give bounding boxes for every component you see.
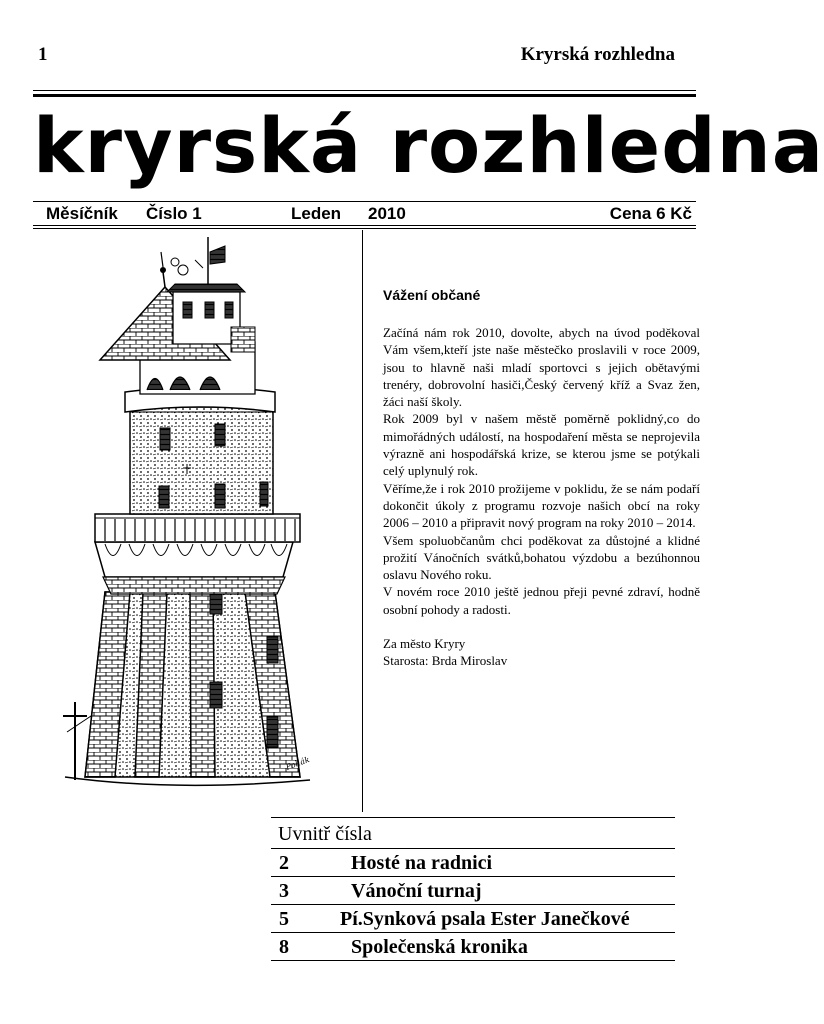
- letter-signature: [383, 635, 700, 670]
- table-of-contents: [271, 817, 675, 961]
- toc-page-number: 2: [279, 852, 289, 874]
- issue-number: Číslo 1: [146, 204, 202, 223]
- letter-body: [383, 324, 700, 618]
- letter-paragraph: V novém roce 2010 ještě jednou přeji pevné zdraví, hodně osobní pohody a radosti.: [383, 584, 700, 617]
- svg-text:Pollák: Pollák: [284, 755, 311, 772]
- publication-type: Měsíčník: [46, 204, 118, 223]
- toc-item-title: Vánoční turnaj: [351, 880, 482, 902]
- toc-item-title: Pí.Synková psala Ester Janečkové: [340, 908, 630, 930]
- header-rule-thick: [33, 94, 696, 97]
- info-bar-rule-2: [33, 228, 696, 229]
- toc-item-title: Společenská kronika: [351, 936, 528, 958]
- letter-paragraph: Věříme,že i rok 2010 prožijeme v poklidu, že se nám podaří dokončit úkoly z programu rozvoje našich obcí na roky 2006 – 2010 a připravit nový program na roky 2010 – 2014.: [383, 480, 700, 531]
- letter-paragraph: Všem spoluobčanům chci poděkovat za důstojné a klidné prožití Vánočních svátků,bohatou výzdobu a bezúhonnou oslavu Nového roku.: [383, 532, 700, 583]
- issue-price: Cena 6 Kč: [609, 204, 692, 223]
- header-rule-thin: [33, 90, 696, 91]
- info-bar-rule-1: [33, 225, 696, 226]
- toc-item[interactable]: [271, 848, 675, 876]
- toc-page-number: 3: [279, 880, 289, 902]
- letter-paragraph: Začíná nám rok 2010, dovolte, abych na úvod poděkoval Vám všem,kteří jste naše městečko proslavili v roce 2009, jsou to hlavně naši mladí sportovci s jejich obětavými trenéry, dobrovolní hasiči,Český červený kříž a Svaz žen, žáci naší školy.: [383, 325, 700, 410]
- page-number: 1: [38, 44, 48, 65]
- lookout-tower-illustration: [55, 232, 317, 800]
- toc-page-number: 5: [279, 908, 289, 930]
- toc-item[interactable]: [271, 876, 675, 904]
- toc-item[interactable]: [271, 932, 675, 961]
- editorial-letter: [383, 287, 700, 670]
- letter-paragraph: Rok 2009 byl v našem městě poměrně poklidný,co do mimořádných událostí, na hospodaření města se neprojevila výrazně ani hospodářská krize, se kterou jsme se potýkali celý uplynulý rok.: [383, 411, 700, 479]
- masthead-title: kryrská rozhledna: [33, 101, 824, 190]
- toc-page-number: 8: [279, 936, 289, 958]
- letter-heading: Vážení občané: [383, 287, 481, 303]
- running-title: Kryrská rozhledna: [520, 44, 675, 65]
- masthead-rule: [33, 201, 696, 202]
- column-divider: [362, 230, 363, 812]
- issue-year: 2010: [368, 204, 406, 223]
- signature-line-2: Starosta: Brda Miroslav: [383, 653, 508, 669]
- issue-month: Leden: [291, 204, 342, 223]
- toc-item-title: Hosté na radnici: [351, 852, 493, 874]
- toc-title: Uvnitř čísla: [271, 817, 675, 848]
- toc-item[interactable]: [271, 904, 675, 932]
- signature-line-1: Za město Kryry: [383, 636, 466, 652]
